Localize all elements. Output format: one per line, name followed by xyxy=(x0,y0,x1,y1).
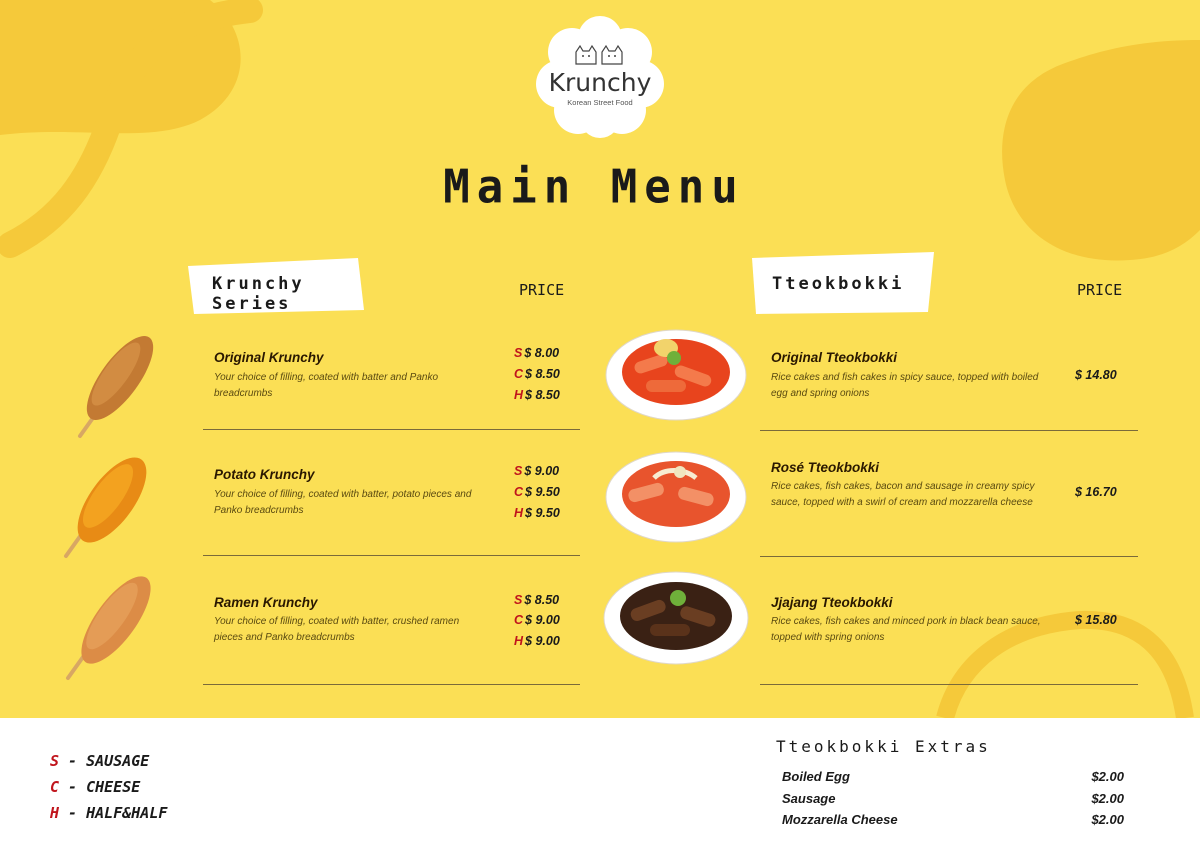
tteokbokki-item-desc: Rice cakes and fish cakes in spicy sauce, topped with boiled egg and spring onions xyxy=(771,372,1039,399)
brand-name: Krunchy xyxy=(548,68,652,97)
extra-item-price: $2.00 xyxy=(1091,791,1124,806)
price-value: $ 9.50 xyxy=(525,506,560,520)
brand-logo xyxy=(530,14,670,138)
tteokbokki-item-name: Original Tteokbokki xyxy=(771,350,898,365)
divider xyxy=(203,684,580,685)
krunchy-item-desc: Your choice of filling, coated with batter and Panko breadcrumbs xyxy=(214,372,439,399)
tteokbokki-heading-text: Tteokbokki xyxy=(772,274,905,294)
rose-tteokbokki-image xyxy=(604,450,748,544)
legend-label: - CHEESE xyxy=(59,778,141,796)
krunchy-item-price-sausage xyxy=(514,464,559,478)
tteokbokki-item-desc: Rice cakes, fish cakes and minced pork in black bean sauce, topped with spring onions xyxy=(771,616,1041,643)
price-value: $ 8.50 xyxy=(525,367,560,381)
price-value: $ 9.00 xyxy=(525,613,560,627)
divider xyxy=(203,555,580,556)
price-code: H xyxy=(514,388,524,402)
krunchy-item-price-sausage xyxy=(514,593,559,607)
price-value: $ 8.50 xyxy=(525,388,560,402)
original-krunchy-image xyxy=(58,334,162,442)
price-code: S xyxy=(514,346,523,360)
price-value: $ 9.00 xyxy=(524,464,560,478)
price-value: $ 9.00 xyxy=(525,634,560,648)
tteokbokki-item-price: $ 16.70 xyxy=(1075,485,1117,499)
legend-cheese xyxy=(50,778,140,796)
krunchy-item-price-cheese xyxy=(514,367,560,381)
tteokbokki-heading xyxy=(752,252,934,306)
legend-code: C xyxy=(50,778,60,796)
krunchy-item-name: Ramen Krunchy xyxy=(214,595,318,610)
extra-item-price: $2.00 xyxy=(1091,812,1124,827)
price-code: C xyxy=(514,485,524,499)
extra-item-name: Mozzarella Cheese xyxy=(782,812,898,827)
legend-half-and-half xyxy=(50,804,167,822)
krunchy-item-price-sausage xyxy=(514,346,559,360)
cats-icon xyxy=(572,44,628,66)
legend-sausage xyxy=(50,752,149,770)
price-code: H xyxy=(514,634,524,648)
tteokbokki-item-price: $ 14.80 xyxy=(1075,368,1117,382)
krunchy-item-price-half xyxy=(514,388,560,402)
tteokbokki-item-name: Rosé Tteokbokki xyxy=(771,460,880,475)
divider xyxy=(760,684,1138,685)
price-code: S xyxy=(514,464,523,478)
extra-item-name: Sausage xyxy=(782,791,836,806)
price-code: S xyxy=(514,593,523,607)
price-code: H xyxy=(514,506,524,520)
legend-code: H xyxy=(50,804,60,822)
divider xyxy=(203,429,580,430)
krunchy-item-name: Potato Krunchy xyxy=(214,467,315,482)
extras-title: Tteokbokki Extras xyxy=(776,737,991,756)
krunchy-price-heading: PRICE xyxy=(519,281,565,299)
krunchy-item-price-cheese xyxy=(514,485,560,499)
tteokbokki-item-price: $ 15.80 xyxy=(1075,613,1117,627)
legend-label: - HALF&HALF xyxy=(59,804,168,822)
jjajang-tteokbokki-image xyxy=(602,570,750,666)
tteokbokki-item-name: Jjajang Tteokbokki xyxy=(771,595,893,610)
divider xyxy=(760,430,1138,431)
tteokbokki-price-heading: PRICE xyxy=(1077,281,1123,299)
extra-item-name: Boiled Egg xyxy=(782,769,850,784)
brand-tagline: Korean Street Food xyxy=(567,98,633,107)
divider xyxy=(760,556,1138,557)
krunchy-series-heading-text: Krunchy Series xyxy=(212,274,305,314)
ramen-krunchy-image xyxy=(58,574,162,682)
krunchy-item-name: Original Krunchy xyxy=(214,350,324,365)
krunchy-item-desc: Your choice of filling, coated with batter, crushed ramen pieces and Panko breadcrumbs xyxy=(214,616,460,643)
krunchy-item-price-cheese xyxy=(514,613,560,627)
price-value: $ 9.50 xyxy=(525,485,560,499)
price-code: C xyxy=(514,613,524,627)
krunchy-series-heading xyxy=(188,258,364,312)
krunchy-item-price-half xyxy=(514,506,560,520)
decor-blob-top-left xyxy=(0,0,300,260)
legend-code: S xyxy=(50,752,60,770)
price-code: C xyxy=(514,367,524,381)
legend-label: - SAUSAGE xyxy=(59,752,150,770)
tteokbokki-item-desc: Rice cakes, fish cakes, bacon and sausage in creamy spicy sauce, topped with a swirl of cream and mozzarella cheese xyxy=(771,481,1035,508)
krunchy-item-price-half xyxy=(514,634,560,648)
extra-item-price: $2.00 xyxy=(1091,769,1124,784)
potato-krunchy-image xyxy=(56,456,162,564)
page-title: Main Menu xyxy=(443,160,745,215)
price-value: $ 8.00 xyxy=(524,346,560,360)
decor-blob-top-right xyxy=(990,40,1200,270)
price-value: $ 8.50 xyxy=(524,593,560,607)
krunchy-item-desc: Your choice of filling, coated with batter, potato pieces and Panko breadcrumbs xyxy=(214,489,472,516)
original-tteokbokki-image xyxy=(604,328,748,422)
